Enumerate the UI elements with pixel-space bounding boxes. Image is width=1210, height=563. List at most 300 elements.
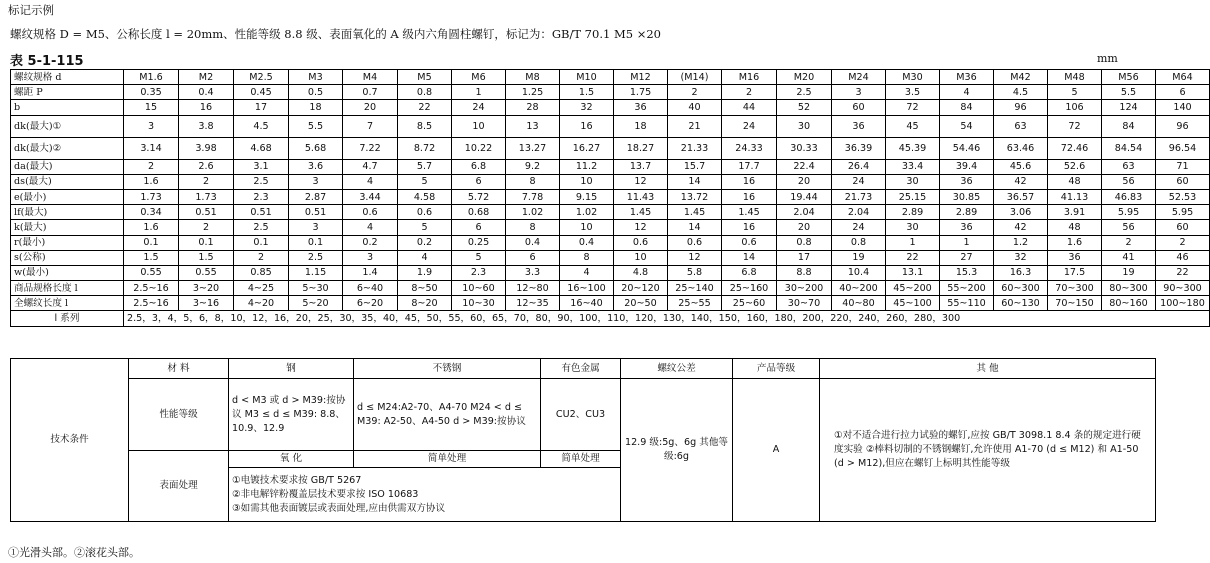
table-row — [11, 100, 1210, 115]
table-cell: 3 — [124, 115, 179, 137]
table-cell: 41 — [1102, 250, 1156, 265]
table-cell: 0.51 — [289, 205, 343, 220]
table-cell: 0.55 — [124, 265, 179, 280]
table-cell: 12 — [614, 220, 668, 235]
table-row — [11, 115, 1210, 137]
table-cell: 3.98 — [179, 137, 234, 159]
table-cell: 18.27 — [614, 137, 668, 159]
table-cell: 1.73 — [179, 189, 234, 204]
table-cell: 7 — [343, 115, 398, 137]
table-cell: 41.13 — [1048, 189, 1102, 204]
table-cell: 0.2 — [343, 235, 398, 250]
table-cell: M64 — [1156, 70, 1210, 85]
surface-note-1: ①电镀技术要求按 GB/T 5267 — [232, 474, 362, 486]
table-cell: 20~50 — [614, 296, 668, 311]
table-cell: 19 — [1102, 265, 1156, 280]
table-cell: 13.1 — [886, 265, 940, 280]
table-cell: 40~80 — [832, 296, 886, 311]
table-cell: 5.5 — [1102, 85, 1156, 100]
dimensions-table — [10, 69, 1210, 327]
table-cell: 0.4 — [506, 235, 560, 250]
table-cell: 4.8 — [614, 265, 668, 280]
table-cell: 8~50 — [398, 281, 452, 296]
table-caption: 表 5-1-115 — [10, 54, 84, 69]
table-cell: 16 — [722, 174, 777, 189]
table-cell: 8 — [506, 174, 560, 189]
table-cell: 2 — [668, 85, 722, 100]
table-cell: M20 — [777, 70, 832, 85]
table-row — [11, 265, 1210, 280]
table-cell: 0.1 — [289, 235, 343, 250]
tech-row-label: 技术条件 — [11, 359, 129, 522]
table-cell: 1.02 — [560, 205, 614, 220]
table-cell: 12~80 — [506, 281, 560, 296]
table-cell: 14 — [668, 174, 722, 189]
thread-tolerance: 12.9 级:5g、6g 其他等级:6g — [621, 379, 733, 522]
table-row — [11, 70, 1210, 85]
table-cell: 36 — [614, 100, 668, 115]
row-label: r(最小) — [11, 235, 124, 250]
table-cell: 3.06 — [994, 205, 1048, 220]
table-row — [11, 296, 1210, 311]
table-cell: 10 — [614, 250, 668, 265]
table-cell: 45~200 — [886, 281, 940, 296]
table-cell: 52.53 — [1156, 189, 1210, 204]
table-cell: 96 — [1156, 115, 1210, 137]
table-cell: 80~160 — [1102, 296, 1156, 311]
table-cell: 2.89 — [886, 205, 940, 220]
table-cell: 2.3 — [452, 265, 506, 280]
table-cell: 12 — [614, 174, 668, 189]
table-cell: 84 — [1102, 115, 1156, 137]
table-cell: 2.04 — [832, 205, 886, 220]
table-cell: 2.6 — [179, 159, 234, 174]
table-cell: 1.4 — [343, 265, 398, 280]
table-cell: M30 — [886, 70, 940, 85]
table-cell: 6 — [452, 220, 506, 235]
table-cell: 25~55 — [668, 296, 722, 311]
table-cell: M42 — [994, 70, 1048, 85]
table-cell: 84.54 — [1102, 137, 1156, 159]
table-cell: M5 — [398, 70, 452, 85]
table-cell: 13.7 — [614, 159, 668, 174]
simple-treatment-header-1: 简单处理 — [354, 451, 541, 468]
table-cell: 16 — [722, 189, 777, 204]
table-cell: 28 — [506, 100, 560, 115]
row-label: lf(最大) — [11, 205, 124, 220]
footnote: ①光滑头部。②滚花头部。 — [8, 546, 140, 559]
table-cell: 18 — [614, 115, 668, 137]
table-cell: 9.2 — [506, 159, 560, 174]
table-cell: 1.75 — [614, 85, 668, 100]
table-cell: 36 — [940, 174, 994, 189]
table-cell: 9.15 — [560, 189, 614, 204]
simple-treatment-header-2: 简单处理 — [541, 451, 621, 468]
table-cell: 3.1 — [234, 159, 289, 174]
table-cell: 42 — [994, 174, 1048, 189]
table-cell: 40 — [668, 100, 722, 115]
table-row — [11, 220, 1210, 235]
table-cell: 25~160 — [722, 281, 777, 296]
steel-header: 钢 — [229, 359, 354, 379]
l-series-row — [11, 311, 1210, 326]
table-cell: 0.8 — [398, 85, 452, 100]
table-cell: 3.91 — [1048, 205, 1102, 220]
table-cell: 1.6 — [124, 174, 179, 189]
row-label: 螺纹规格 d — [11, 70, 124, 85]
table-cell: 1.45 — [614, 205, 668, 220]
table-cell: 60~300 — [994, 281, 1048, 296]
table-cell: 17 — [777, 250, 832, 265]
table-cell: 1.9 — [398, 265, 452, 280]
table-cell: 56 — [1102, 174, 1156, 189]
table-cell: 16.27 — [560, 137, 614, 159]
table-cell: 0.45 — [234, 85, 289, 100]
table-cell: 5.95 — [1156, 205, 1210, 220]
table-cell: 21 — [668, 115, 722, 137]
table-cell: 3.5 — [886, 85, 940, 100]
table-cell: 6~40 — [343, 281, 398, 296]
table-cell: 14 — [722, 250, 777, 265]
table-cell: 0.68 — [452, 205, 506, 220]
table-cell: 3 — [289, 220, 343, 235]
table-cell: 10~60 — [452, 281, 506, 296]
table-cell: 6 — [1156, 85, 1210, 100]
table-cell: 46.83 — [1102, 189, 1156, 204]
l-series-values: 2.5，3，4，5，6，8，10，12，16，20，25，30，35，40，45，50，55，60，65，70，80，90，100，110，120，130，140，150，160，180，200，220，240，260，280，300 — [124, 311, 1210, 326]
table-cell: 1.5 — [560, 85, 614, 100]
table-cell: 4 — [398, 250, 452, 265]
table-cell: 2 — [179, 174, 234, 189]
surface-label: 表面处理 — [129, 451, 229, 522]
table-cell: 55~110 — [940, 296, 994, 311]
table-cell: 2 — [179, 220, 234, 235]
table-row — [11, 174, 1210, 189]
other-notes: ①对不适合进行拉力试验的螺钉,应按 GB/T 3098.1 8.4 条的规定进行硬度实验 ②棒料切制的不锈钢螺钉,允许使用 A1-70 (d ≤ M12) 和 A1-50 (d > M12),但应在螺钉上标明其性能等级 — [820, 379, 1156, 522]
table-cell: 56 — [1102, 220, 1156, 235]
table-cell: 39.4 — [940, 159, 994, 174]
table-cell: M56 — [1102, 70, 1156, 85]
table-cell: 2.5 — [289, 250, 343, 265]
row-label: 全螺纹长度 l — [11, 296, 124, 311]
table-cell: 0.2 — [398, 235, 452, 250]
table-cell: 30~200 — [777, 281, 832, 296]
table-cell: 1.45 — [668, 205, 722, 220]
table-cell: M4 — [343, 70, 398, 85]
unit-label: mm — [1097, 52, 1118, 65]
table-cell: 5.68 — [289, 137, 343, 159]
table-cell: 106 — [1048, 100, 1102, 115]
table-cell: M1.6 — [124, 70, 179, 85]
table-cell: 27 — [940, 250, 994, 265]
table-cell: 0.6 — [614, 235, 668, 250]
table-cell: 16.3 — [994, 265, 1048, 280]
tolerance-header: 螺纹公差 — [621, 359, 733, 379]
table-cell: (M14) — [668, 70, 722, 85]
table-cell: 3~16 — [179, 296, 234, 311]
table-cell: 60 — [832, 100, 886, 115]
table-cell: 3~20 — [179, 281, 234, 296]
table-cell: 25~140 — [668, 281, 722, 296]
table-row — [11, 85, 1210, 100]
table-cell: 0.85 — [234, 265, 289, 280]
table-cell: 40~200 — [832, 281, 886, 296]
table-cell: 0.51 — [179, 205, 234, 220]
table-cell: 0.1 — [124, 235, 179, 250]
table-cell: 5~30 — [289, 281, 343, 296]
table-cell: 3 — [832, 85, 886, 100]
table-cell: 3 — [289, 174, 343, 189]
table-cell: 0.1 — [179, 235, 234, 250]
table-cell: 36.39 — [832, 137, 886, 159]
table-cell: 4.7 — [343, 159, 398, 174]
table-cell: 72.46 — [1048, 137, 1102, 159]
table-cell: 45.39 — [886, 137, 940, 159]
table-cell: 20 — [343, 100, 398, 115]
table-cell: 20 — [777, 220, 832, 235]
table-cell: 19 — [832, 250, 886, 265]
table-cell: 48 — [1048, 220, 1102, 235]
table-cell: 4~20 — [234, 296, 289, 311]
table-cell: 1.5 — [124, 250, 179, 265]
table-cell: 6 — [452, 174, 506, 189]
table-cell: 13.27 — [506, 137, 560, 159]
table-cell: 13.72 — [668, 189, 722, 204]
table-cell: 63 — [1102, 159, 1156, 174]
table-cell: 0.7 — [343, 85, 398, 100]
table-cell: 7.22 — [343, 137, 398, 159]
table-cell: 25~60 — [722, 296, 777, 311]
material-header: 材 料 — [129, 359, 229, 379]
table-cell: 17 — [234, 100, 289, 115]
stainless-header: 不锈钢 — [354, 359, 541, 379]
table-cell: 3 — [343, 250, 398, 265]
table-cell: 100~180 — [1156, 296, 1210, 311]
table-cell: 1.15 — [289, 265, 343, 280]
table-cell: 72 — [886, 100, 940, 115]
table-cell: 16 — [722, 220, 777, 235]
table-cell: 3.8 — [179, 115, 234, 137]
table-cell: 5~20 — [289, 296, 343, 311]
table-cell: M10 — [560, 70, 614, 85]
table-cell: 45~100 — [886, 296, 940, 311]
table-cell: 1.2 — [994, 235, 1048, 250]
table-cell: M12 — [614, 70, 668, 85]
table-cell: 36 — [940, 220, 994, 235]
table-cell: 36 — [1048, 250, 1102, 265]
table-row — [11, 281, 1210, 296]
table-cell: 60~130 — [994, 296, 1048, 311]
table-cell: 2.89 — [940, 205, 994, 220]
table-cell: 12~35 — [506, 296, 560, 311]
table-row — [11, 137, 1210, 159]
row-label: b — [11, 100, 124, 115]
table-cell: 16~100 — [560, 281, 614, 296]
table-cell: 0.6 — [722, 235, 777, 250]
performance-label: 性能等级 — [129, 379, 229, 451]
table-cell: 7.78 — [506, 189, 560, 204]
table-cell: 1 — [886, 235, 940, 250]
table-cell: 3.6 — [289, 159, 343, 174]
table-cell: 4 — [940, 85, 994, 100]
table-cell: 26.4 — [832, 159, 886, 174]
table-cell: 1.02 — [506, 205, 560, 220]
table-cell: 0.4 — [179, 85, 234, 100]
table-cell: 10.22 — [452, 137, 506, 159]
table-cell: 5.5 — [289, 115, 343, 137]
table-cell: 0.34 — [124, 205, 179, 220]
table-cell: 140 — [1156, 100, 1210, 115]
row-label: dk(最大)② — [11, 137, 124, 159]
table-cell: 52.6 — [1048, 159, 1102, 174]
table-cell: 11.43 — [614, 189, 668, 204]
table-cell: 22 — [398, 100, 452, 115]
table-cell: 0.6 — [668, 235, 722, 250]
table-cell: 4.5 — [994, 85, 1048, 100]
table-cell: M6 — [452, 70, 506, 85]
table-cell: 16~40 — [560, 296, 614, 311]
table-cell: 5.95 — [1102, 205, 1156, 220]
table-cell: 15.7 — [668, 159, 722, 174]
table-cell: 3.3 — [506, 265, 560, 280]
table-cell: 63 — [994, 115, 1048, 137]
table-cell: 16 — [560, 115, 614, 137]
table-cell: 0.51 — [234, 205, 289, 220]
table-cell: 8 — [506, 220, 560, 235]
table-row — [11, 205, 1210, 220]
table-cell: 1.45 — [722, 205, 777, 220]
table-cell: 10.4 — [832, 265, 886, 280]
table-cell: 15 — [124, 100, 179, 115]
table-cell: 19.44 — [777, 189, 832, 204]
table-cell: 15.3 — [940, 265, 994, 280]
table-cell: 0.6 — [343, 205, 398, 220]
table-cell: 2.5~16 — [124, 281, 179, 296]
table-cell: 2.87 — [289, 189, 343, 204]
row-label: 螺距 P — [11, 85, 124, 100]
table-cell: 0.4 — [560, 235, 614, 250]
table-cell: 2 — [722, 85, 777, 100]
steel-performance: d < M3 或 d > M39:按协议 M3 ≤ d ≤ M39: 8.8、10.9、12.9 — [229, 379, 354, 451]
table-cell: 21.33 — [668, 137, 722, 159]
table-cell: 5 — [398, 220, 452, 235]
table-cell: 0.55 — [179, 265, 234, 280]
table-cell: 0.8 — [832, 235, 886, 250]
table-cell: 0.8 — [777, 235, 832, 250]
table-cell: 12 — [668, 250, 722, 265]
row-label: ds(最大) — [11, 174, 124, 189]
table-cell: 4~25 — [234, 281, 289, 296]
table-cell: 45 — [886, 115, 940, 137]
table-cell: 2.5 — [777, 85, 832, 100]
product-grade: A — [733, 379, 820, 522]
table-cell: 30~70 — [777, 296, 832, 311]
nonferrous-header: 有色金属 — [541, 359, 621, 379]
table-cell: 10 — [560, 220, 614, 235]
nonferrous-performance: CU2、CU3 — [541, 379, 621, 451]
table-cell: 72 — [1048, 115, 1102, 137]
table-cell: 33.4 — [886, 159, 940, 174]
table-cell: 24.33 — [722, 137, 777, 159]
surface-note-3: ③如需其他表面镀层或表面处理,应由供需双方协议 — [232, 502, 446, 514]
table-cell: 96.54 — [1156, 137, 1210, 159]
row-label: s(公称) — [11, 250, 124, 265]
table-cell: 2.5~16 — [124, 296, 179, 311]
table-cell: 48 — [1048, 174, 1102, 189]
table-cell: 32 — [994, 250, 1048, 265]
table-cell: 4.5 — [234, 115, 289, 137]
table-cell: 10~30 — [452, 296, 506, 311]
table-cell: 24 — [832, 174, 886, 189]
table-cell: 0.35 — [124, 85, 179, 100]
table-cell: 70~300 — [1048, 281, 1102, 296]
table-cell: 4.68 — [234, 137, 289, 159]
table-cell: 5.72 — [452, 189, 506, 204]
table-cell: 10 — [452, 115, 506, 137]
table-cell: 11.2 — [560, 159, 614, 174]
table-cell: 2 — [1156, 235, 1210, 250]
table-cell: 20~120 — [614, 281, 668, 296]
row-label: k(最大) — [11, 220, 124, 235]
table-cell: 1.5 — [179, 250, 234, 265]
table-cell: 1.25 — [506, 85, 560, 100]
table-row — [11, 250, 1210, 265]
table-cell: 54 — [940, 115, 994, 137]
table-cell: 24 — [452, 100, 506, 115]
table-cell: 17.7 — [722, 159, 777, 174]
table-cell: 4 — [343, 220, 398, 235]
table-cell: 10 — [560, 174, 614, 189]
row-label: da(最大) — [11, 159, 124, 174]
table-cell: 24 — [722, 115, 777, 137]
table-cell: 2 — [124, 159, 179, 174]
table-cell: M3 — [289, 70, 343, 85]
table-cell: 2 — [234, 250, 289, 265]
table-cell: 4.58 — [398, 189, 452, 204]
table-cell: 6 — [506, 250, 560, 265]
table-cell: 16 — [179, 100, 234, 115]
table-cell: 45.6 — [994, 159, 1048, 174]
table-cell: 0.5 — [289, 85, 343, 100]
table-cell: 8.72 — [398, 137, 452, 159]
surface-notes — [229, 468, 621, 522]
table-cell: 0.6 — [398, 205, 452, 220]
table-cell: 2.3 — [234, 189, 289, 204]
table-cell: 22 — [1156, 265, 1210, 280]
other-header: 其 他 — [820, 359, 1156, 379]
table-cell: 54.46 — [940, 137, 994, 159]
table-cell: 30.85 — [940, 189, 994, 204]
table-cell: 60 — [1156, 174, 1210, 189]
table-cell: 42 — [994, 220, 1048, 235]
table-cell: 60 — [1156, 220, 1210, 235]
table-cell: M2 — [179, 70, 234, 85]
table-cell: 4 — [560, 265, 614, 280]
table-cell: 44 — [722, 100, 777, 115]
table-cell: M48 — [1048, 70, 1102, 85]
table-cell: 1.6 — [124, 220, 179, 235]
table-cell: 2 — [1102, 235, 1156, 250]
surface-note-2: ②非电解锌粉覆盖层技术要求按 ISO 10683 — [232, 488, 419, 500]
table-cell: 30.33 — [777, 137, 832, 159]
table-cell: 52 — [777, 100, 832, 115]
table-cell: 5.8 — [668, 265, 722, 280]
table-cell: M16 — [722, 70, 777, 85]
table-cell: 5 — [452, 250, 506, 265]
table-cell: M2.5 — [234, 70, 289, 85]
table-cell: 22 — [886, 250, 940, 265]
table-cell: 8.8 — [777, 265, 832, 280]
